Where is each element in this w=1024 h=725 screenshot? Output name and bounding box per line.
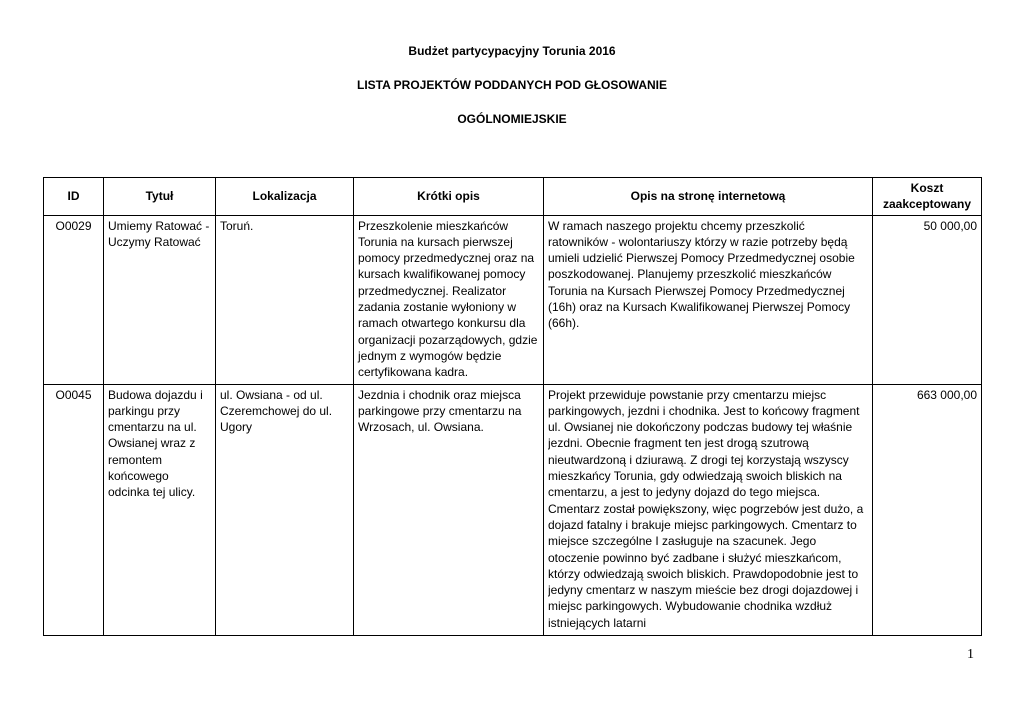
table-row bbox=[44, 215, 982, 384]
cell-web-description-text: Projekt przewiduje powstanie przy cmentarzu miejsc parkingowych, jezdni i chodnika. Jest to końcowy fragment ul. Owsianej nie dokończony podczas budowy tej właśnie jezdni. Obecnie fragment ten jest drogą szutrową nieutwardzoną i dziurawą. Z drogi tej korzystają wszyscy mieszkańcy Torunia, gdy odwiedzają swoich bliskich na cmentarzu, a jest to jedyny dojazd do tego miejsca. Cmentarz został powiększony, więc pogrzebów jest dużo, a dojazd fatalny i brakuje miejsc parkingowych. Cmentarz to miejsce szczególne I zasługuje na szacunek. Jego otoczenie powinno być zadbane i służyć mieszkańcom, którzy odwiedzają swoich bliskich. Prawdopodobnie jest to jedyny cmentarz w naszym mieście bez drogi dojazdowej i miejsc parkingowych. Wybudowanie chodnika wzdłuż istniejących latarni bbox=[548, 387, 864, 630]
cell-location: Toruń. bbox=[216, 215, 354, 384]
document-subtitle: LISTA PROJEKTÓW PODDANYCH POD GŁOSOWANIE bbox=[356, 78, 667, 92]
page-number: 1 bbox=[967, 647, 974, 662]
projects-table bbox=[43, 177, 982, 636]
cell-web-description bbox=[544, 384, 873, 635]
section-title: OGÓLNOMIEJSKIE bbox=[457, 112, 567, 126]
cell-location-text: ul. Owsiana - od ul. Czeremchowej do ul. Ugory bbox=[220, 387, 333, 435]
table-row bbox=[44, 384, 982, 635]
cell-location bbox=[216, 384, 354, 635]
document-title: Budżet partycypacyjny Torunia 2016 bbox=[408, 44, 616, 58]
cell-id bbox=[44, 384, 104, 635]
header-cost: Koszt zaakceptowany bbox=[873, 178, 982, 216]
header-short-description: Krótki opis bbox=[354, 178, 544, 216]
cell-title bbox=[104, 384, 216, 635]
cell-short-description-text: Jezdnia i chodnik oraz miejsca parkingowe przy cmentarzu na Wrzosach, ul. Owsiana. bbox=[358, 387, 522, 435]
cell-title: Umiemy Ratować - Uczymy Ratować bbox=[104, 215, 216, 384]
header-id: ID bbox=[44, 178, 104, 216]
cell-cost bbox=[873, 384, 982, 635]
cell-cost-text: 663 000,00 bbox=[916, 387, 977, 402]
cell-short-description bbox=[354, 384, 544, 635]
header-web-description: Opis na stronę internetową bbox=[544, 178, 873, 216]
cell-title-text: Budowa dojazdu i parkingu przy cmentarzu na ul. Owsianej wraz z remontem końcowego odcinka tej ulicy. bbox=[108, 387, 203, 500]
cell-cost: 50 000,00 bbox=[873, 215, 982, 384]
cell-short-description: Przeszkolenie mieszkańców Torunia na kursach pierwszej pomocy przedmedycznej oraz na kursach kwalifikowanej pomocy przedmedycznej. Realizator zadania zostanie wyłoniony w ramach otwartego konkursu dla organizacji pozarządowych, gdzie jednym z wymogów będzie certyfikowana kadra. bbox=[354, 215, 544, 384]
cell-id-text: O0045 bbox=[55, 387, 92, 402]
cell-id: O0029 bbox=[44, 215, 104, 384]
cell-web-description: W ramach naszego projektu chcemy przeszkolić ratowników - wolontariuszy którzy w razie potrzeby będą umieli udzielić Pierwszej Pomocy Przedmedycznej osobie poszkodowanej. Planujemy przeszkolić mieszkańców Torunia na Kursach Pierwszej Pomocy Przedmedycznej (16h) oraz na Kursach Kwalifikowanej Pierwszej Pomocy (66h). bbox=[544, 215, 873, 384]
table-header-row bbox=[44, 178, 982, 216]
header-location: Lokalizacja bbox=[216, 178, 354, 216]
header-title: Tytuł bbox=[104, 178, 216, 216]
